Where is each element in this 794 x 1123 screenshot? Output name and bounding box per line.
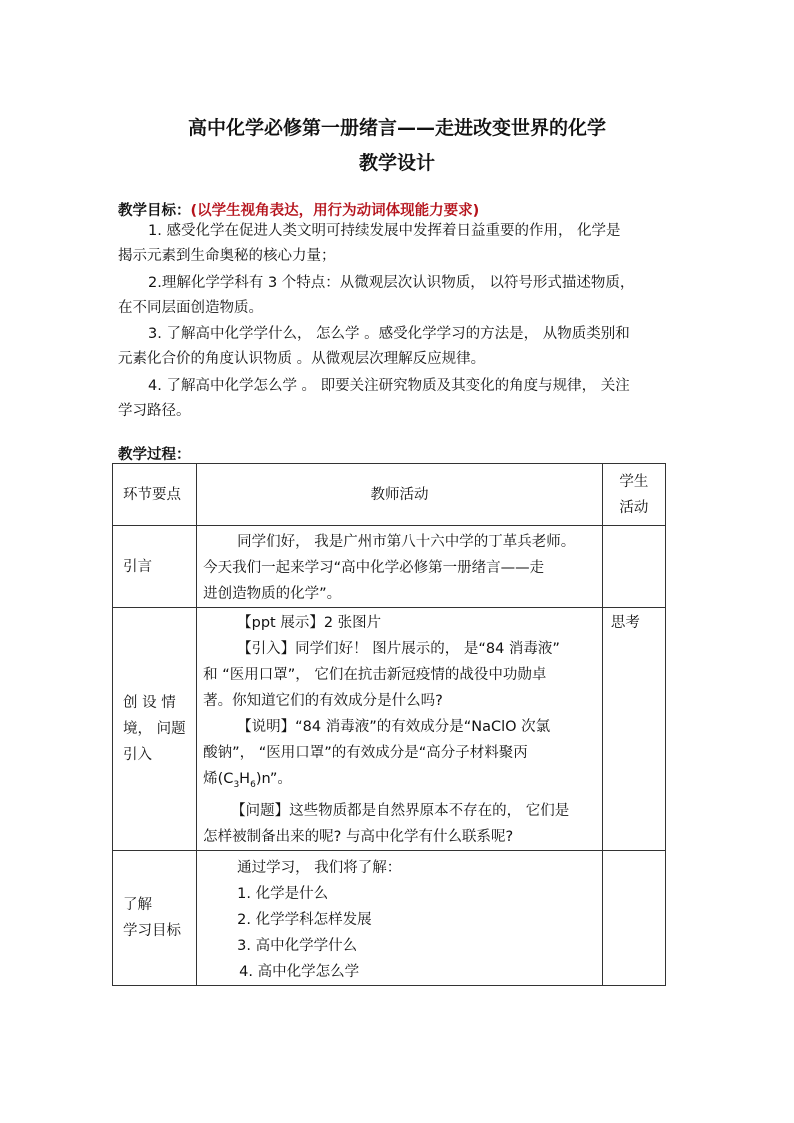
goal-item-3: 3. 了解高中化学学什么， 怎么学 。感受化学学习的方法是， 从物质类别和 元素化合价的角度认识物质 。从微观层次理解反应规律。: [118, 326, 630, 367]
process-heading: 教学过程：: [118, 447, 191, 463]
document-title: 高中化学必修第一册绪言——走进改变世界的化学: [187, 117, 606, 139]
header-stage: 环节要点: [113, 464, 197, 526]
header-student: 学生 活动: [602, 464, 665, 526]
goals-heading: [118, 199, 479, 220]
table-header-row: [113, 464, 666, 526]
list-item: 2. 化学学科怎样发展: [237, 911, 372, 928]
stage-cell: 了解 学习目标: [113, 850, 197, 985]
table-row: [113, 526, 666, 608]
list-item: 3. 高中化学学什么: [237, 937, 358, 954]
document-subtitle: 教学设计: [358, 152, 435, 174]
goal-item-1: 1. 感受化学在促进人类文明可持续发展中发挥着日益重要的作用， 化学是 揭示元素到生命奥秘的核心力量；: [118, 223, 621, 264]
goals-note: (以学生视角表达，用行为动词体现能力要求): [190, 203, 480, 219]
formula-line: 烯$(C_3H_6)n$”。: [203, 771, 292, 790]
goals-label: 教学目标：: [118, 203, 191, 219]
table-row: [113, 850, 666, 985]
table-row: [113, 608, 666, 851]
student-cell: 思考: [602, 608, 665, 851]
header-teacher: 教师活动: [197, 464, 603, 526]
stage-cell: 创 设 情 境， 问题 引入: [113, 608, 197, 851]
stage-cell: 引言: [113, 526, 197, 608]
goal-item-2: 2.理解化学学科有 3 个特点：从微观层次认识物质， 以符号形式描述物质， 在不同层面创造物质。: [118, 275, 635, 316]
teacher-cell: 同学们好， 我是广州市第八十六中学的丁革兵老师。 今天我们一起来学习“高中化学必修第一册绪言——走 进创造物质的化学”。: [197, 526, 603, 608]
student-cell: [602, 850, 665, 985]
process-table: [112, 463, 666, 986]
list-item: 4. 高中化学怎么学: [239, 963, 360, 980]
teacher-cell: 【ppt 展示】2 张图片 【引入】同学们好！ 图片展示的， 是“84 消毒液” 和 “医用口罩”， 它们在抗击新冠疫情的战役中功勋卓 著。你知道它们的有效成分是什么吗? 【说明】“84 消毒液”的有效成分是“NaClO 次氯 酸钠”， “医用口罩”的有效成分是“高分子材料聚丙 烯$(C_3H_6)n$”。 【问题】这些物质都是自然界原本不存在的， 它们是 怎样被制备出来的呢? 与高中化学有什么联系呢?: [197, 608, 603, 851]
teacher-cell: 通过学习， 我们将了解： 1. 化学是什么 2. 化学学科怎样发展 3. 高中化学学什么 4. 高中化学怎么学: [197, 850, 603, 985]
list-item: 1. 化学是什么: [237, 885, 329, 902]
goal-item-4: 4. 了解高中化学怎么学 。 即要关注研究物质及其变化的角度与规律， 关注 学习路径。: [118, 378, 630, 419]
student-cell: [602, 526, 665, 608]
